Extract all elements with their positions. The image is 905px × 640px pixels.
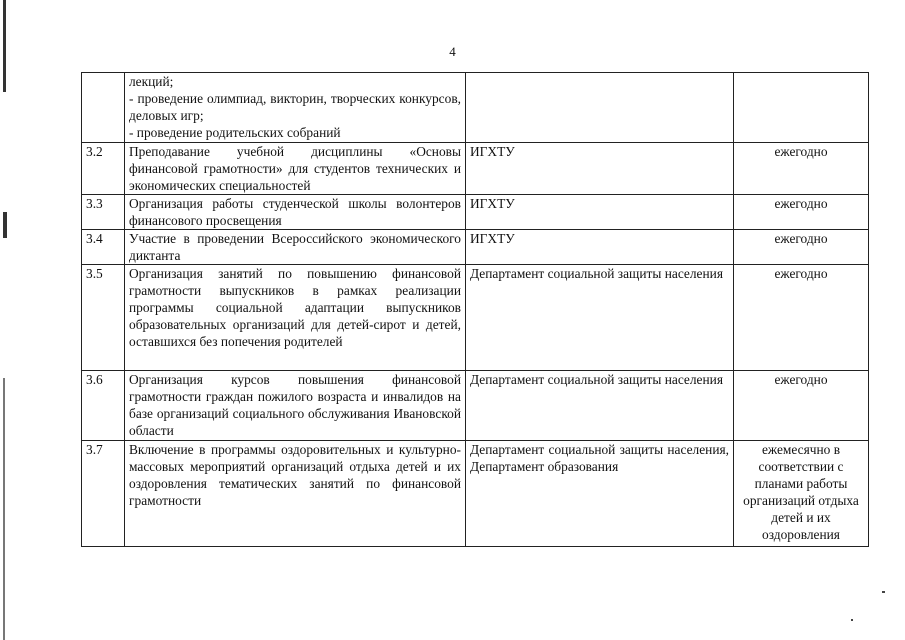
- row-number: 3.7: [82, 441, 125, 547]
- event-text: Организация курсов повышения финансовой грамотности граждан пожилого возраста и инвалидов на базе организаций социального обслуживания Ивановской области: [125, 371, 466, 441]
- scan-speck: [851, 619, 853, 621]
- row-number: 3.2: [82, 143, 125, 195]
- row-number: 3.6: [82, 371, 125, 441]
- executor-text: Департамент социальной защиты населения: [466, 371, 734, 441]
- row-number: 3.4: [82, 230, 125, 265]
- row-number-cell: [82, 73, 125, 143]
- row-number: 3.3: [82, 195, 125, 230]
- event-text: Включение в программы оздоровительных и культурно-массовых мероприятий организаций отдыха детей и их оздоровления тематических занятий по финансовой грамотности: [125, 441, 466, 547]
- period-cell: [734, 73, 869, 143]
- executor-text: Департамент социальной защиты населения: [466, 265, 734, 371]
- table-row: [82, 195, 869, 230]
- event-text: Организация занятий по повышению финансовой грамотности выпускников в рамках реализации программы социальной адаптации выпускников образовательных организаций для детей-сирот и детей, оставшихся без попечения родителей: [125, 265, 466, 371]
- executor-text: ИГХТУ: [466, 230, 734, 265]
- executor-text: ИГХТУ: [466, 143, 734, 195]
- table-row: [82, 371, 869, 441]
- table-row: [82, 265, 869, 371]
- event-text: Участие в проведении Всероссийского экономического диктанта: [125, 230, 466, 265]
- continuation-line: - проведение родительских собраний: [129, 125, 341, 140]
- period-text: ежегодно: [734, 265, 869, 371]
- event-text: Преподавание учебной дисциплины «Основы финансовой грамотности» для студентов технических и экономических специальностей: [125, 143, 466, 195]
- scan-speck: [882, 591, 885, 593]
- period-text: ежегодно: [734, 230, 869, 265]
- scan-edge-marks: [0, 0, 14, 640]
- continuation-line: - проведение олимпиад, викторин, творческих конкурсов, деловых игр;: [129, 91, 461, 123]
- period-text: ежегодно: [734, 371, 869, 441]
- executor-cell: [466, 73, 734, 143]
- period-text: ежегодно: [734, 195, 869, 230]
- executor-text: ИГХТУ: [466, 195, 734, 230]
- page-number: 4: [449, 44, 456, 59]
- table-row-continuation: [82, 73, 869, 143]
- table-row: [82, 441, 869, 547]
- period-text: ежегодно: [734, 143, 869, 195]
- executor-text: Департамент социальной защиты населения, Департамент образования: [466, 441, 734, 547]
- measures-table: [81, 72, 869, 547]
- table-row: [82, 230, 869, 265]
- period-text: ежемесячно в соответствии с планами работы организаций отдыха детей и их оздоровления: [734, 441, 869, 547]
- row-number: 3.5: [82, 265, 125, 371]
- event-text: Организация работы студенческой школы волонтеров финансового просвещения: [125, 195, 466, 230]
- event-cell: [125, 73, 466, 143]
- continuation-line: лекций;: [129, 74, 174, 89]
- table-row: [82, 143, 869, 195]
